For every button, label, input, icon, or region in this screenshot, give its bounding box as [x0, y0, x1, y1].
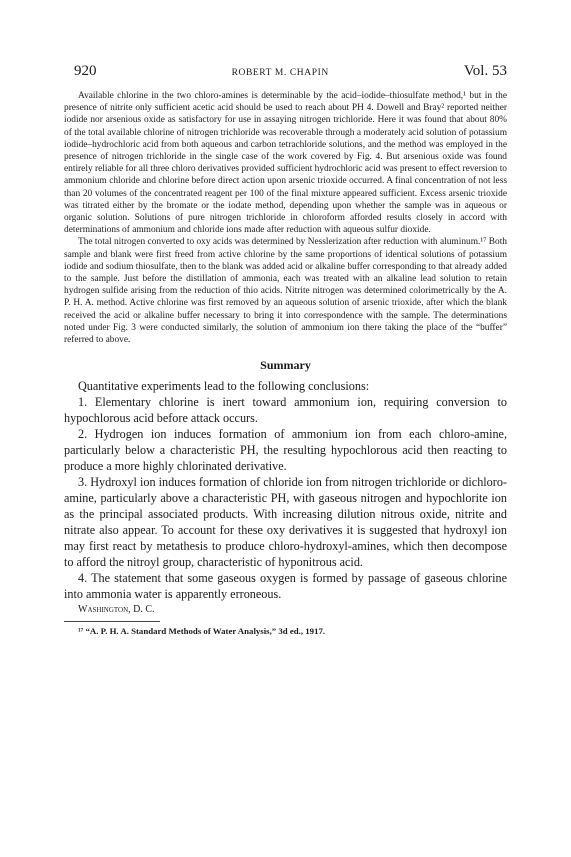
- paragraph-available-chlorine: Available chlorine in the two chloro-amines is determinable by the acid–iodide–thiosulfate method,¹ but in the presence of nitrite only sufficient acetic acid should be used to reach about PH 4. Dowell and Bray² reported neither iodide nor arsenious oxide as satisfactory for use in assaying nitrogen trichloride. Here it was found that about 80% of the total available chlorine of nitrogen trichloride was recoverable through a moderately acid solution of potassium iodide–hydrochloric acid from both aqueous and carbon tetrachloride solutions, and the method was employed in the presence of nitrogen trichloride in the single case of the work covered by Fig. 4. But arsenious oxide was found entirely reliable for all three chloro derivatives provided sufficient hydrochloric acid was present to effect reversion to ammonium chloride and chlorine before direct action upon arsenic trioxide occurred. A final concentration of not less than 20 volumes of the concentrated reagent per 100 of the final mixture appeared sufficient. Excess arsenic trioxide was titrated either by the bromate or the iodate method, depending upon whether the sample was in aqueous or organic solution. Solutions of pure nitrogen trichloride in chloroform afforded results closely in accord with determinations of ammonium and chloride ions made after reduction with aqueous sulfur dioxide.: [64, 91, 507, 236]
- summary-intro: Quantitative experiments lead to the following conclusions:: [78, 379, 370, 394]
- summary-item-3: 3. Hydroxyl ion induces formation of chloride ion from nitrogen trichloride or dichloro-amine, particularly above a characteristic PH, with gaseous nitrogen and hypochlorite ion as the principal associated products. With increasing dilution nitrous oxide, nitrite and nitrate also appear. To account for these oxy derivatives it is suggested that hydroxyl ion may first react by metathesis to produce chloro-hydroxyl-amines, which then decompose to afford the nitroyl group, characteristic of hyponitrous acid.: [64, 475, 507, 570]
- summary-item-1: 1. Elementary chlorine is inert toward ammonium ion, requiring conversion to hypochlorous acid before attack occurs.: [64, 395, 507, 426]
- signature-location: Washington, D. C.: [78, 604, 155, 616]
- summary-section: [64, 378, 507, 602]
- volume-label: Vol. 53: [463, 63, 507, 79]
- summary-item-4: 4. The statement that some gaseous oxygen is formed by passage of gaseous chlorine into ammonia water is apparently erroneous.: [64, 571, 507, 602]
- summary-heading: Summary: [260, 358, 311, 373]
- paragraph-total-nitrogen: The total nitrogen converted to oxy acids was determined by Nesslerization after reduction with aluminum.¹⁷ Both sample and blank were first freed from active chlorine by the same proportions of identical solutions of potassium iodide and sodium thiosulfate, then to the blank was added acid or alkaline buffer corresponding to that already added to the sample. Just before the distillation of ammonia, each was treated with an alkaline lead solution to retain hydrogen sulfide arising from the reduction of thio acids. Nitrite nitrogen was determined colorimetrically by the A. P. H. A. method. Active chlorine was first removed by an aqueous solution of arsenic trioxide, after which the blank received the acid or alkaline buffer necessary to bring it into correspondence with the sample. The determinations noted under Fig. 3 were conducted similarly, the solution of ammonium ion there taking the place of the “buffer” referred to above.: [64, 237, 507, 346]
- body-text: [64, 90, 507, 346]
- running-head: ROBERT M. CHAPIN: [231, 68, 329, 78]
- page-header: [74, 63, 507, 80]
- footnote-rule: [64, 621, 160, 622]
- summary-item-2: 2. Hydrogen ion induces formation of ammonium ion from each chloro-amine, particularly below a characteristic PH, the resulting hypochlorous acid then reacting to produce a more highly chlorinated derivative.: [64, 427, 507, 474]
- footnote: ¹⁷ “A. P. H. A. Standard Methods of Water Analysis,” 3d ed., 1917.: [78, 626, 326, 637]
- page-number: 920: [74, 63, 97, 79]
